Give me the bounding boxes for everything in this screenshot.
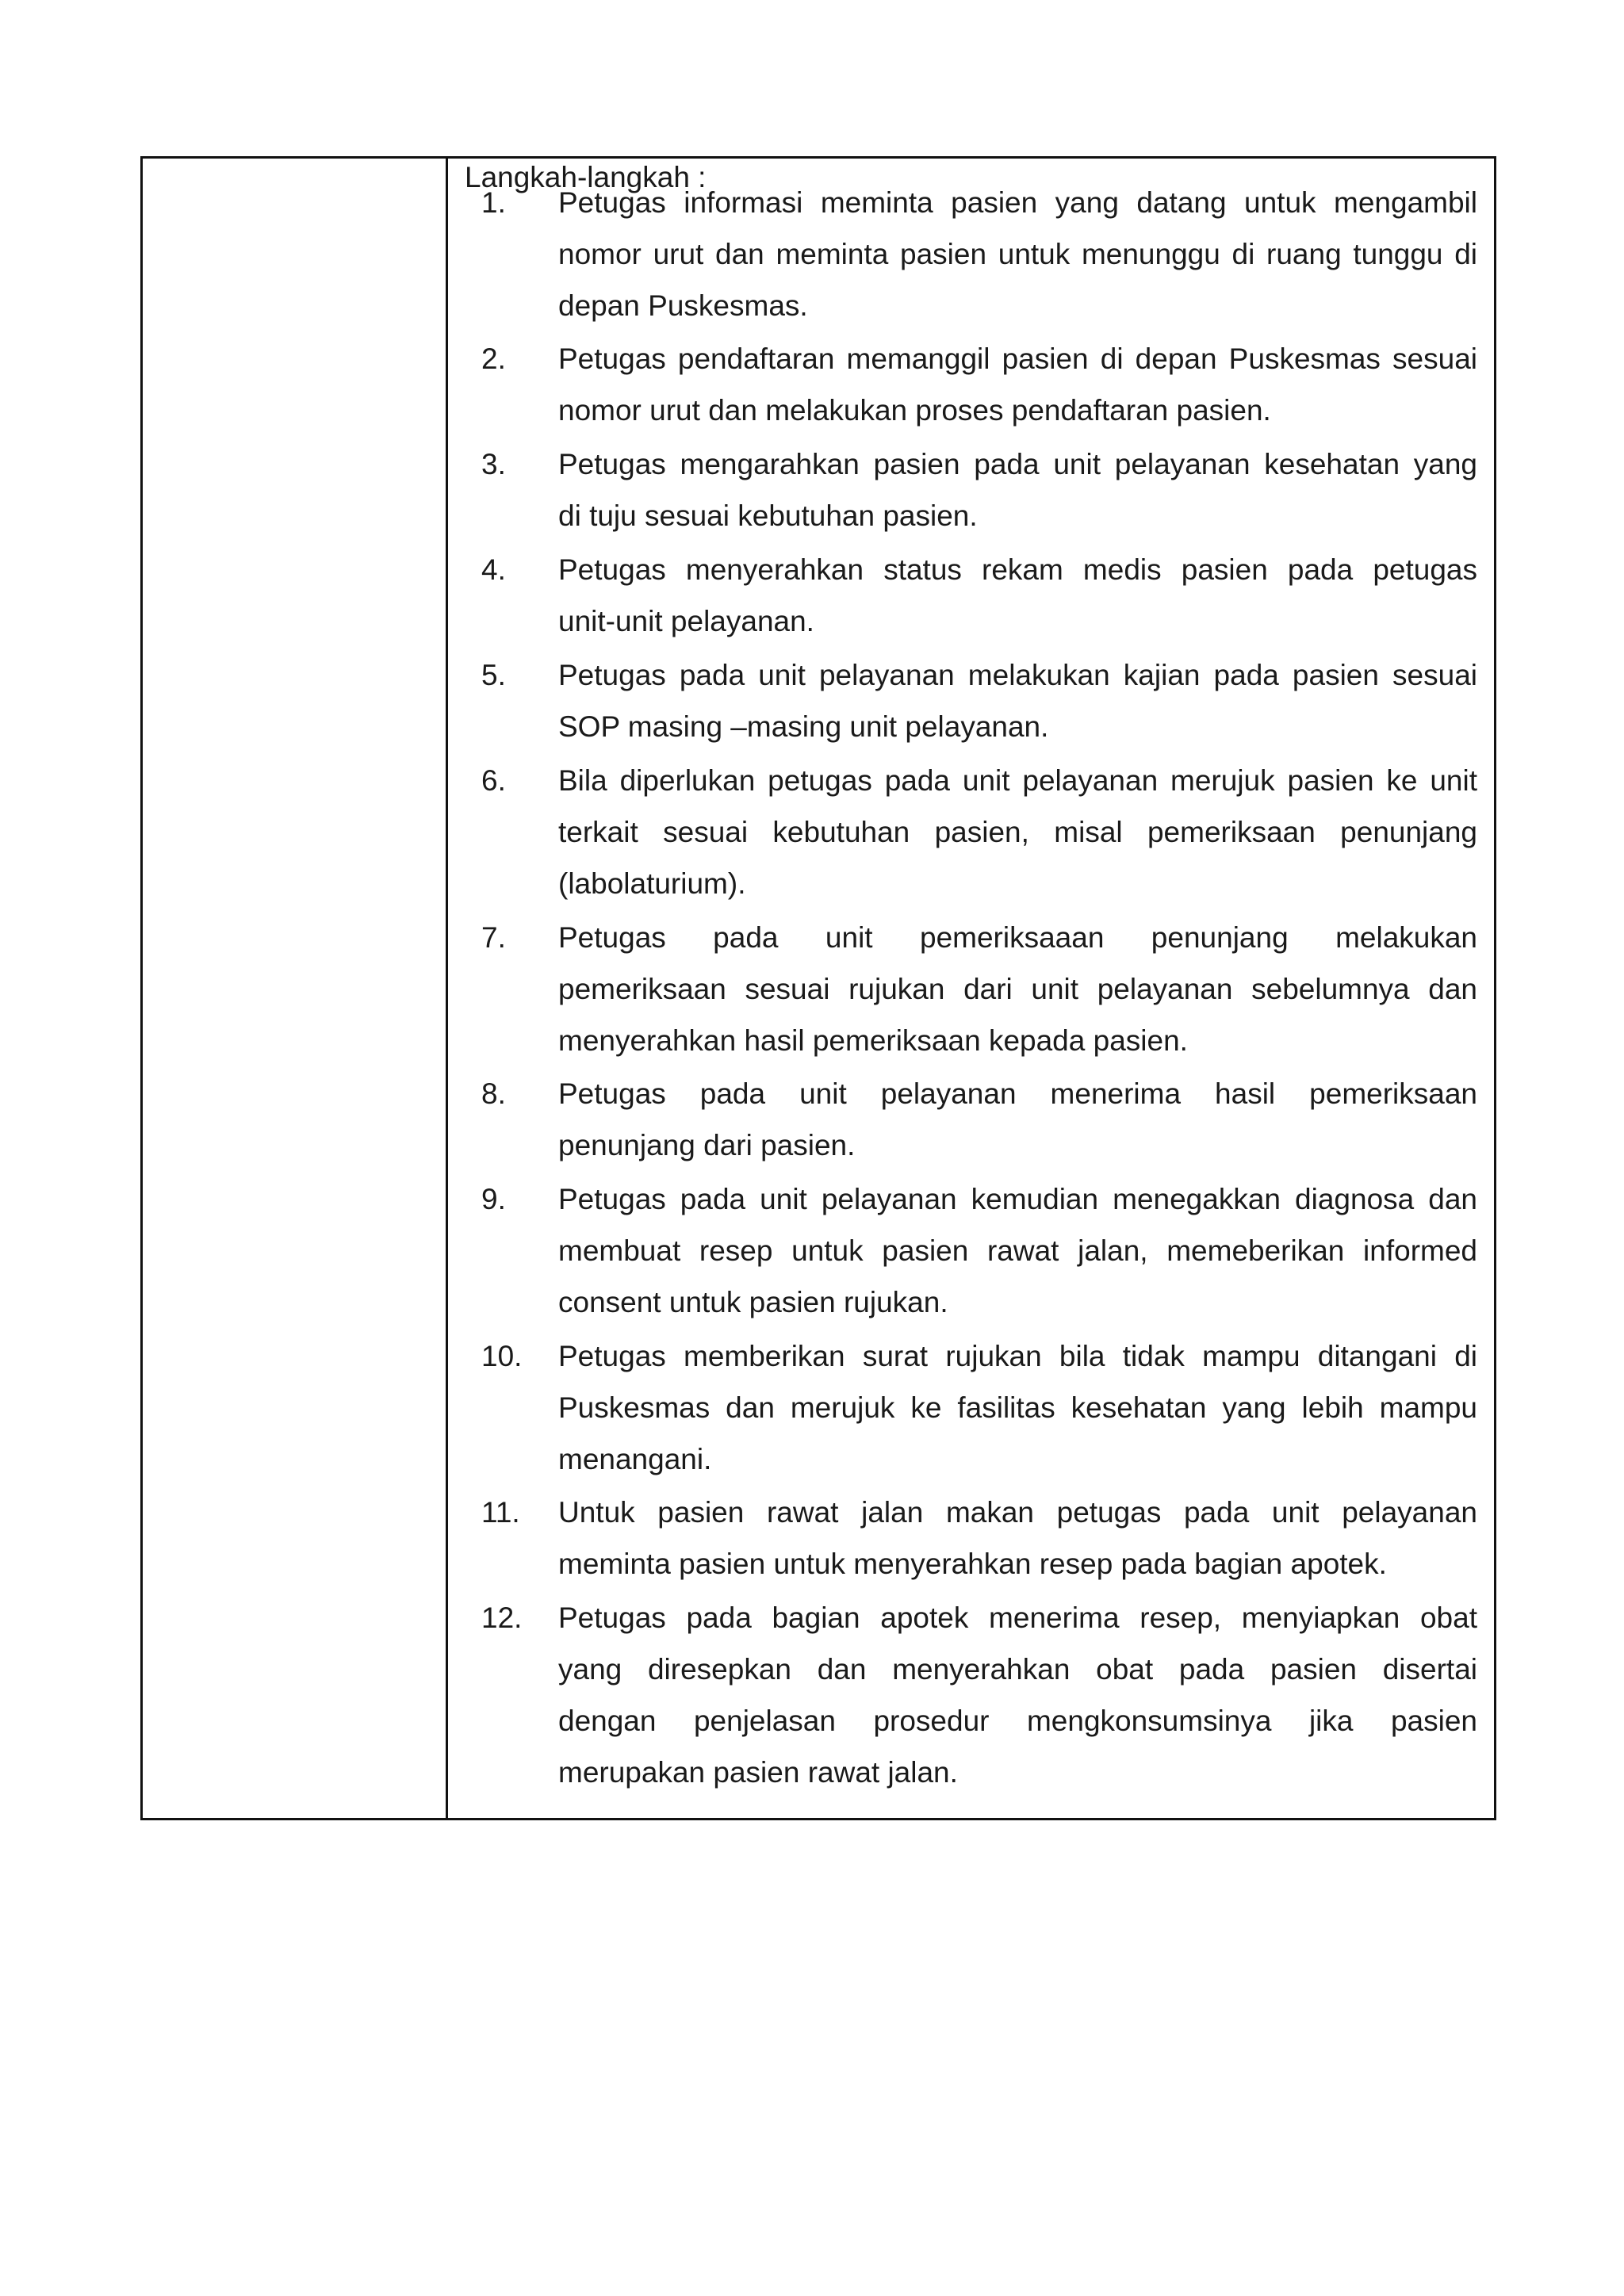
step-text: [558, 544, 1477, 647]
step-line: Petugas informasi meminta pasien yang datang untuk mengambil: [558, 186, 1477, 219]
steps-heading: Langkah-langkah :: [465, 161, 707, 193]
step-line: yang diresepkan dan menyerahkan obat pada pasien disertai: [558, 1653, 1477, 1686]
step-number: 9.: [481, 1183, 506, 1215]
step-line: nomor urut dan meminta pasien untuk menunggu di ruang tunggu di: [558, 238, 1477, 270]
step-line: merupakan pasien rawat jalan.: [558, 1756, 958, 1789]
procedure-table: [140, 156, 1496, 1820]
step-line: Petugas pada unit pelayanan kemudian menegakkan diagnosa dan: [558, 1183, 1477, 1215]
step-line: Bila diperlukan petugas pada unit pelayanan merujuk pasien ke unit: [558, 764, 1477, 797]
step-line: membuat resep untuk pasien rawat jalan, memeberikan informed: [558, 1234, 1477, 1267]
step-number: 1.: [481, 186, 506, 219]
step-line: meminta pasien untuk menyerahkan resep pada bagian apotek.: [558, 1548, 1387, 1580]
table-right-cell: [448, 159, 1494, 1818]
step-text: [558, 1173, 1477, 1328]
step-line: menyerahkan hasil pemeriksaan kepada pasien.: [558, 1024, 1188, 1057]
step-line: consent untuk pasien rujukan.: [558, 1286, 948, 1318]
step-line: (labolaturium).: [558, 867, 746, 900]
table-left-cell: [143, 159, 448, 1818]
step-line: Petugas mengarahkan pasien pada unit pelayanan kesehatan yang: [558, 448, 1477, 480]
step-line: depan Puskesmas.: [558, 289, 808, 322]
step-number: 6.: [481, 764, 506, 797]
step-text: [558, 333, 1477, 436]
step-number: 8.: [481, 1077, 506, 1110]
step-line: Petugas menyerahkan status rekam medis pasien pada petugas: [558, 553, 1477, 586]
step-text: [558, 1487, 1477, 1590]
steps-list: [448, 159, 1494, 1818]
step-line: menangani.: [558, 1443, 712, 1475]
step-number: 5.: [481, 659, 506, 691]
step-line: penunjang dari pasien.: [558, 1129, 856, 1161]
step-text: [558, 755, 1477, 909]
step-number: 4.: [481, 553, 506, 586]
step-text: [558, 1592, 1477, 1798]
step-line: nomor urut dan melakukan proses pendaftaran pasien.: [558, 394, 1271, 427]
step-number: 7.: [481, 921, 506, 954]
step-line: Petugas memberikan surat rujukan bila tidak mampu ditangani di: [558, 1340, 1477, 1372]
step-number: 11.: [481, 1496, 520, 1529]
step-line: di tuju sesuai kebutuhan pasien.: [558, 499, 978, 532]
step-line: Petugas pada unit pelayanan melakukan kajian pada pasien sesuai: [558, 659, 1477, 691]
step-line: unit-unit pelayanan.: [558, 605, 814, 637]
step-text: [558, 912, 1477, 1066]
step-line: Petugas pada bagian apotek menerima resep, menyiapkan obat: [558, 1601, 1477, 1634]
step-number: 12.: [481, 1601, 523, 1634]
step-line: Petugas pendaftaran memanggil pasien di depan Puskesmas sesuai: [558, 342, 1477, 375]
step-line: dengan penjelasan prosedur mengkonsumsinya jika pasien: [558, 1705, 1477, 1737]
step-line: Petugas pada unit pemeriksaaan penunjang melakukan: [558, 921, 1477, 954]
step-text: [558, 649, 1477, 752]
step-text: [558, 177, 1477, 331]
step-text: [558, 1330, 1477, 1485]
step-line: Untuk pasien rawat jalan makan petugas pada unit pelayanan: [558, 1496, 1477, 1529]
step-line: Puskesmas dan merujuk ke fasilitas kesehatan yang lebih mampu: [558, 1391, 1477, 1424]
step-number: 2.: [481, 342, 506, 375]
step-line: Petugas pada unit pelayanan menerima hasil pemeriksaan: [558, 1077, 1477, 1110]
step-line: terkait sesuai kebutuhan pasien, misal pemeriksaan penunjang: [558, 816, 1477, 848]
step-line: SOP masing –masing unit pelayanan.: [558, 710, 1049, 743]
step-number: 10.: [481, 1340, 523, 1372]
step-text: [558, 438, 1477, 541]
step-number: 3.: [481, 448, 506, 480]
step-line: pemeriksaan sesuai rujukan dari unit pelayanan sebelumnya dan: [558, 973, 1477, 1005]
step-text: [558, 1068, 1477, 1171]
